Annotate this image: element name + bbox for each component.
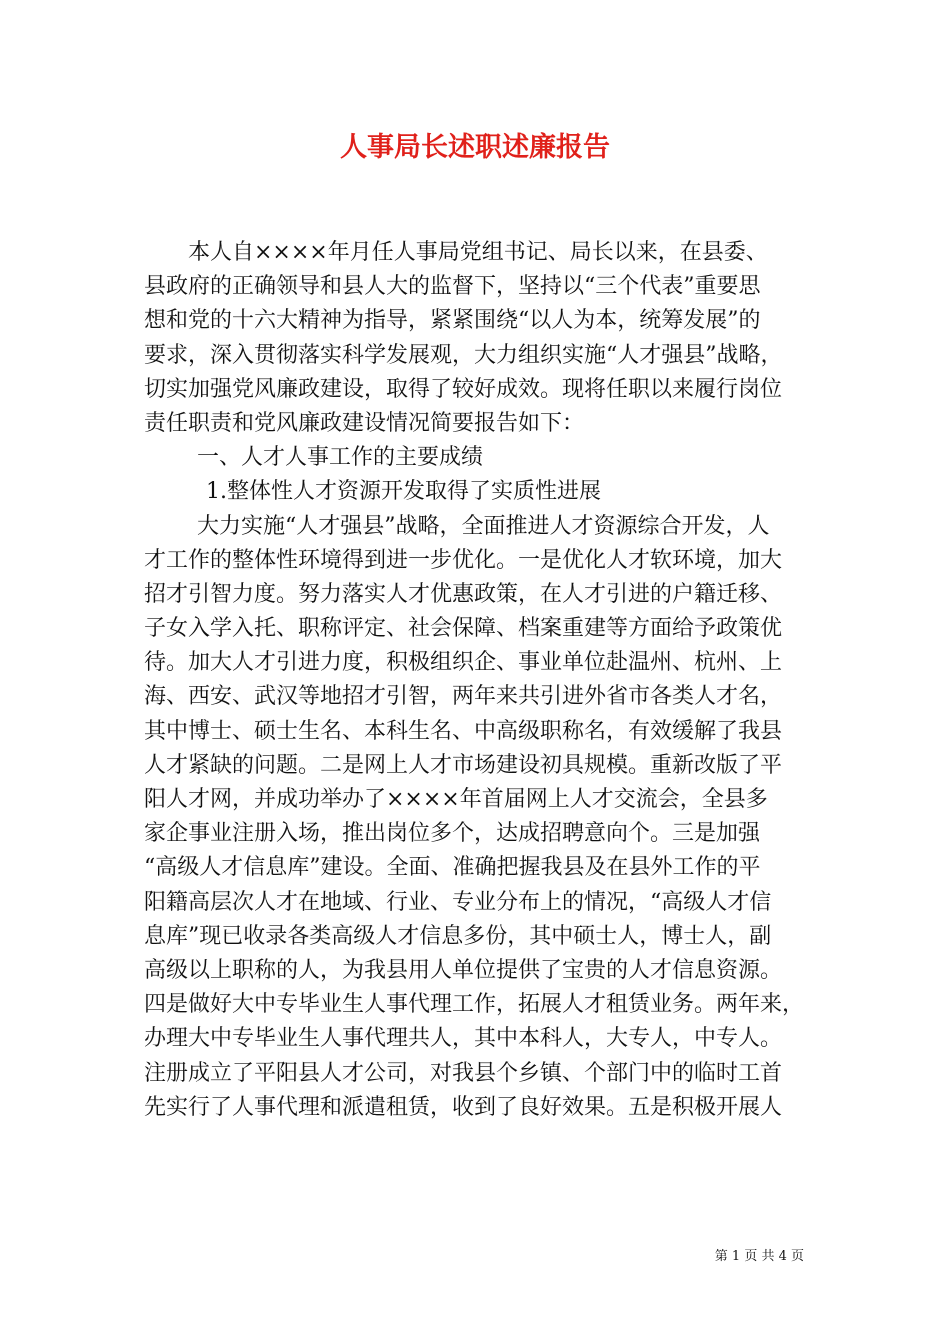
body-line: 其中博士、硕士生名、本科生名、中高级职称名，有效缓解了我县 — [144, 718, 783, 744]
body-line: 办理大中专毕业生人事代理共人，其中本科人，大专人，中专人。 — [144, 1026, 783, 1052]
subsection-heading: 1.整体性人才资源开发取得了实质性进展 — [206, 479, 601, 505]
body-line: 想和党的十六大精神为指导，紧紧围绕“以人为本，统筹发展”的 — [144, 308, 761, 334]
body-line: 切实加强党风廉政建设，取得了较好成效。现将任职以来履行岗位 — [144, 376, 783, 402]
document-body — [144, 236, 824, 1125]
body-line: 待。加大人才引进力度，积极组织企、事业单位赴温州、杭州、上 — [144, 650, 783, 676]
body-line: 责任职责和党风廉政建设情况简要报告如下： — [144, 410, 585, 436]
body-line: 家企事业注册入场，推出岗位多个，达成招聘意向个。三是加强 — [144, 821, 761, 847]
body-line: 招才引智力度。努力落实人才优惠政策，在人才引进的户籍迁移、 — [144, 581, 783, 607]
body-line: 四是做好大中专毕业生人事代理工作，拓展人才租赁业务。两年来， — [144, 992, 805, 1018]
section-heading: 一、人才人事工作的主要成绩 — [197, 445, 484, 471]
body-line: 先实行了人事代理和派遣租赁，收到了良好效果。五是积极开展人 — [144, 1094, 783, 1120]
body-line: 阳人才网，并成功举办了××××年首届网上人才交流会，全县多 — [144, 787, 768, 812]
body-line: 海、西安、武汉等地招才引智，两年来共引进外省市各类人才名， — [144, 684, 783, 710]
body-line: 高级以上职称的人，为我县用人单位提供了宝贵的人才信息资源。 — [144, 957, 783, 983]
body-line: 子女入学入托、职称评定、社会保障、档案重建等方面给予政策优 — [144, 616, 783, 642]
body-line: 县政府的正确领导和县人大的监督下，坚持以“三个代表”重要思 — [144, 274, 761, 300]
body-line: 大力实施“人才强县”战略，全面推进人才资源综合开发，人 — [197, 513, 770, 539]
body-line: 本人自××××年月任人事局党组书记、局长以来，在县委、 — [188, 240, 768, 265]
body-line: 才工作的整体性环境得到进一步优化。一是优化人才软环境，加大 — [144, 547, 783, 573]
body-line: 人才紧缺的问题。二是网上人才市场建设初具规模。重新改版了平 — [144, 752, 783, 778]
body-line: 要求，深入贯彻落实科学发展观，大力组织实施“人才强县”战略， — [144, 342, 783, 368]
page-number: 第 1 页 共 4 页 — [714, 1249, 804, 1264]
body-line: 阳籍高层次人才在地域、行业、专业分布上的情况，“高级人才信 — [144, 889, 772, 915]
body-line: 息库”现已收录各类高级人才信息多份，其中硕士人，博士人，副 — [144, 923, 772, 949]
body-line: 注册成立了平阳县人才公司，对我县个乡镇、个部门中的临时工首 — [144, 1060, 783, 1086]
body-line: “高级人才信息库”建设。全面、准确把握我县及在县外工作的平 — [144, 855, 761, 881]
document-title: 人事局长述职述廉报告 — [340, 132, 610, 163]
